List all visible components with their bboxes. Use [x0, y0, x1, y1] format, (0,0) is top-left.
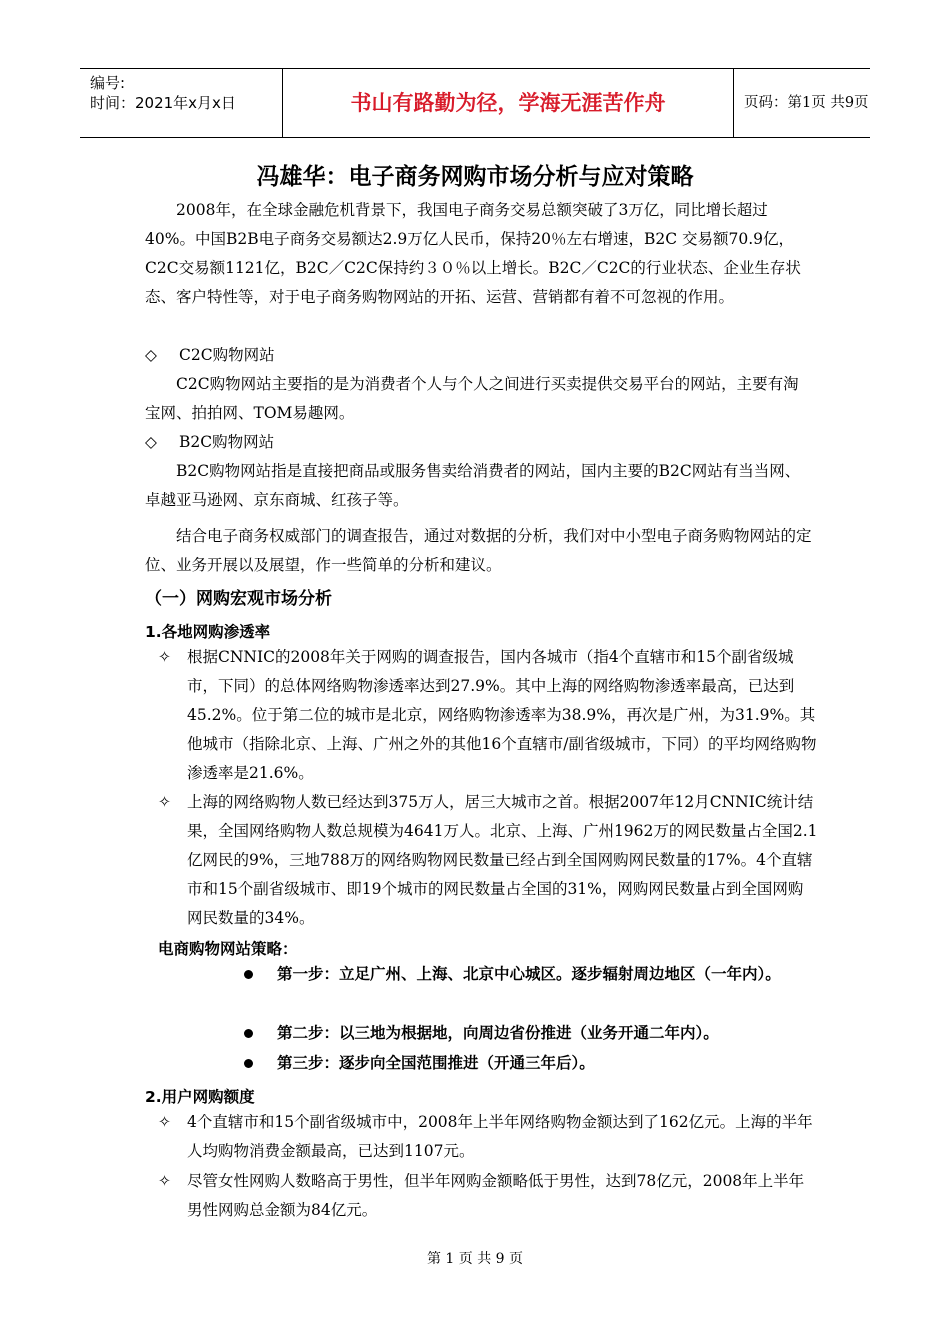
bullet-text: 根据CNNIC的2008年关于网购的调查报告，国内各城市（指4个直辖市和15个副省级城市，下同）的总体网络购物渗透率达到27.9%。其中上海的网络购物渗透率最高，已达到45.2%。位于第二位的城市是北京，网络购物渗透率为38.9%，再次是广州，为31.9%。其他城市（指除北京、上海、广州之外的其他16个直辖市/副省级城市，下同）的平均网络购物渗透率是21.6%。 [187, 648, 817, 782]
bullet-dot-icon [244, 970, 253, 979]
c2c-heading: C2C购物网站 [179, 346, 275, 364]
star-bullet-icon: ✧ [158, 1172, 171, 1190]
bullet-dot-icon [244, 1059, 253, 1068]
strategy-step [244, 1019, 814, 1048]
list-item [158, 788, 818, 933]
subheading-penetration: 1.各地网购渗透率 [145, 623, 271, 641]
b2c-heading-row [145, 428, 274, 456]
document-title: 冯雄华：电子商务网购市场分析与应对策略 [256, 164, 694, 190]
header-table [80, 68, 870, 138]
step-text: 第一步：立足广州、上海、北京中心城区。逐步辐射周边地区（一年内）。 [277, 965, 781, 983]
b2c-heading: B2C购物网站 [179, 433, 275, 451]
step-text: 第二步：以三地为根据地，向周边省份推进（业务开通二年内）。 [277, 1024, 719, 1042]
subheading-amount: 2.用户网购额度 [145, 1088, 255, 1106]
list-item [158, 1167, 818, 1225]
strategy-step [244, 960, 814, 989]
header-number: 编号: [90, 74, 126, 92]
bullet-text: 尽管女性网购人数略高于男性，但半年网购金额略低于男性，达到78亿元，2008年上半年男性网购总金额为84亿元。 [187, 1172, 805, 1219]
star-bullet-icon: ✧ [158, 1113, 171, 1131]
diamond-icon: ◇ [145, 346, 157, 364]
header-time: 时间：2021年x月x日 [90, 94, 236, 112]
strategy-step [244, 1049, 814, 1078]
c2c-heading-row [145, 341, 275, 369]
star-bullet-icon: ✧ [158, 648, 171, 666]
intro-paragraph: 2008年，在全球金融危机背景下，我国电子商务交易总额突破了3万亿，同比增长超过40%。中国B2B电子商务交易额达2.9万亿人民币，保持20％左右增速，B2C 交易额70.9亿，C2C交易额1121亿，B2C／C2C保持约３０％以上增长。B2C／C2C的行业状态、企业生存状态、客户特性等，对于电子商务购物网站的开拓、运营、营销都有着不可忽视的作用。 [145, 201, 801, 306]
bullet-text: 上海的网络购物人数已经达到375万人，居三大城市之首。根据2007年12月CNNIC统计结果，全国网络购物人数总规模为4641万人。北京、上海、广州1962万的网民数量占全国2.1亿网民的9%，三地788万的网络购物网民数量已经占到全国网购网民数量的17%。4个直辖市和15个副省级城市、即19个城市的网民数量占全国的31%，网购网民数量占到全国网购网民数量的34%。 [187, 793, 818, 927]
list-item [158, 643, 818, 788]
b2c-paragraph: B2C购物网站指是直接把商品或服务售卖给消费者的网站，国内主要的B2C网站有当当网、卓越亚马逊网、京东商城、红孩子等。 [145, 462, 801, 509]
page-footer: 第 1 页 共 9 页 [426, 1251, 524, 1267]
conclusion-intro-paragraph: 结合电子商务权威部门的调查报告，通过对数据的分析，我们对中小型电子商务购物网站的定位、业务开展以及展望，作一些简单的分析和建议。 [145, 527, 812, 574]
star-bullet-icon: ✧ [158, 793, 171, 811]
bullet-dot-icon [244, 1029, 253, 1038]
bullet-text: 4个直辖市和15个副省级城市中，2008年上半年网络购物金额达到了162亿元。上海的半年人均购物消费金额最高，已达到1107元。 [187, 1113, 813, 1160]
header-motto: 书山有路勤为径，学海无涯苦作舟 [282, 69, 734, 137]
c2c-paragraph: C2C购物网站主要指的是为消费者个人与个人之间进行买卖提供交易平台的网站，主要有淘宝网、拍拍网、TOM易趣网。 [145, 375, 799, 422]
diamond-icon: ◇ [145, 433, 157, 451]
step-text: 第三步：逐步向全国范围推进（开通三年后）。 [277, 1054, 595, 1072]
section-heading-1: （一）网购宏观市场分析 [145, 589, 332, 609]
header-meta [80, 69, 280, 137]
header-page: 页码：第1页 共9页 [744, 95, 869, 111]
strategy-heading: 电商购物网站策略： [158, 940, 298, 958]
list-item [158, 1108, 818, 1166]
